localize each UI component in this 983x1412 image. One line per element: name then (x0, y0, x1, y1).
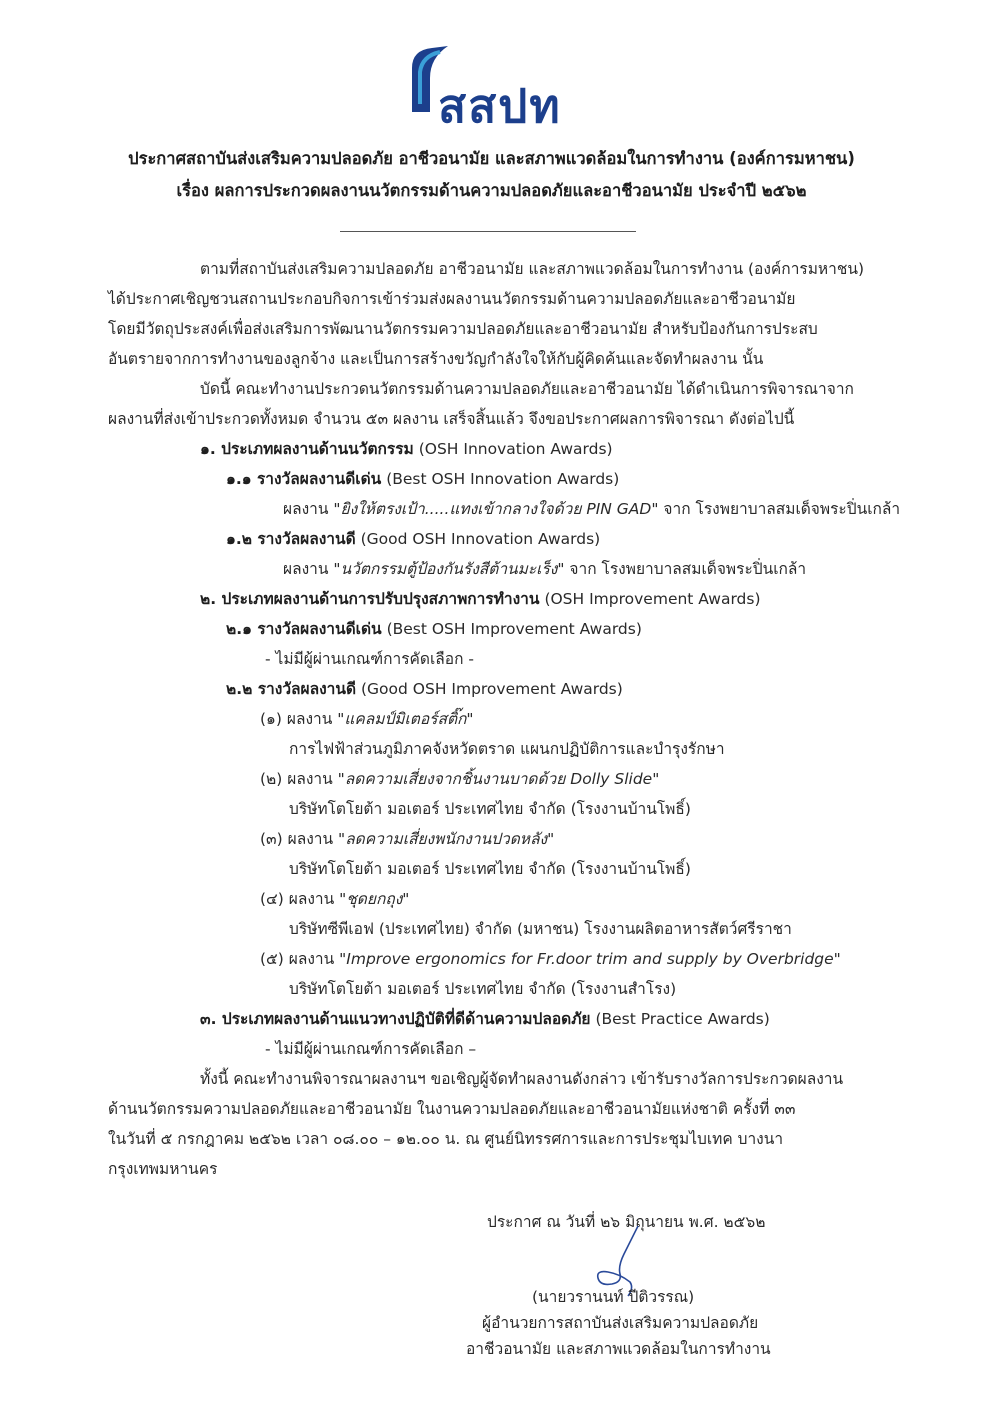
section-1-title: ๑. ประเภทผลงานด้านนวัตกรรม (200, 440, 414, 458)
award-2-2-heading (226, 676, 623, 701)
award-1-2-title-en: (Good OSH Innovation Awards) (360, 530, 601, 548)
item-work-title: "ลดความเสี่ยงพนักงานปวดหลัง" (338, 830, 555, 848)
header-divider (340, 231, 636, 232)
award-2-1-heading (226, 616, 642, 641)
award-2-2-item-3 (260, 826, 554, 851)
closing-line-3: ในวันที่ ๕ กรกฎาคม ๒๕๖๒ เวลา ๐๘.๐๐ – ๑๒.๐๐ น. ณ ศูนย์นิทรรศการและการประชุมไบเทค บางนา (108, 1130, 784, 1148)
award-2-2-item-4-org: บริษัทซีพีเอฟ (ประเทศไทย) จำกัด (มหาชน) โรงงานผลิตอาหารสัตว์ศรีราชา (289, 920, 792, 938)
item-prefix: (๔) ผลงาน (260, 890, 335, 908)
award-2-2-item-1 (260, 706, 474, 731)
closing-line-2: ด้านนวัตกรรมความปลอดภัยและอาชีวอนามัย ในงานความปลอดภัยและอาชีวอนามัยแห่งชาติ ครั้งที่ ๓๓ (108, 1100, 796, 1118)
award-2-2-title-en: (Good OSH Improvement Awards) (360, 680, 623, 698)
intro-line-2: ได้ประกาศเชิญชวนสถานประกอบกิจการเข้าร่วมส่งผลงานนวัตกรรมด้านความปลอดภัยและอาชีวอนามัย (108, 290, 796, 308)
intro-line-5: บัดนี้ คณะทำงานประกวดนวัตกรรมด้านความปลอดภัยและอาชีวอนามัย ได้ดำเนินการพิจารณาจาก (200, 380, 854, 398)
entry-work-title: "ยิงให้ตรงเป้า.....แทงเข้ากลางใจด้วย PIN GAD" (333, 500, 659, 518)
award-1-1-title: ๑.๑ รางวัลผลงานดีเด่น (226, 470, 382, 488)
logo-text: สสปท (438, 79, 562, 133)
award-2-2-item-1-org: การไฟฟ้าส่วนภูมิภาคจังหวัดตราด แผนกปฏิบัติการและบำรุงรักษา (289, 740, 725, 758)
award-1-1-entry (283, 496, 900, 521)
award-2-2-item-5 (260, 946, 841, 971)
section-1-title-en: (OSH Innovation Awards) (418, 440, 613, 458)
signatory-title-2: อาชีวอนามัย และสภาพแวดล้อมในการทำงาน (466, 1340, 771, 1358)
award-2-1-none: - ไม่มีผู้ผ่านเกณฑ์การคัดเลือก - (265, 650, 475, 668)
signatory-name: (นายวรานนท์ ปีติวรรณ) (532, 1288, 695, 1306)
item-prefix: (๓) ผลงาน (260, 830, 334, 848)
item-prefix: (๑) ผลงาน (260, 710, 333, 728)
entry-organization: จาก โรงพยาบาลสมเด็จพระปิ่นเกล้า (569, 560, 807, 578)
entry-organization: จาก โรงพยาบาลสมเด็จพระปิ่นเกล้า (663, 500, 901, 518)
entry-work-title: "นวัตกรรมตู้ป้องกันรังสีต้านมะเร็ง" (333, 560, 565, 578)
item-work-title: "ลดความเสี่ยงจากชิ้นงานบาดด้วย Dolly Slide" (337, 770, 660, 788)
announcement-title: ประกาศสถาบันส่งเสริมความปลอดภัย อาชีวอนามัย และสภาพแวดล้อมในการทำงาน (องค์การมหาชน) (128, 149, 855, 168)
entry-prefix: ผลงาน (283, 560, 329, 578)
announcement-subject: เรื่อง ผลการประกวดผลงานนวัตกรรมด้านความปลอดภัยและอาชีวอนามัย ประจำปี ๒๕๖๒ (176, 181, 807, 200)
signatory-title-1: ผู้อำนวยการสถาบันส่งเสริมความปลอดภัย (482, 1314, 759, 1332)
award-1-1-heading (226, 466, 619, 491)
closing-line-1: ทั้งนี้ คณะทำงานพิจารณาผลงานฯ ขอเชิญผู้จัดทำผลงานดังกล่าว เข้ารับรางวัลการประกวดผลงาน (200, 1070, 844, 1088)
award-2-2-item-2-org: บริษัทโตโยต้า มอเตอร์ ประเทศไทย จำกัด (โรงงานบ้านโพธิ์) (289, 800, 691, 818)
award-1-2-title: ๑.๒ รางวัลผลงานดี (226, 530, 356, 548)
item-work-title: "แคลมป์มิเตอร์สติ๊ก" (337, 710, 474, 728)
award-2-2-title: ๒.๒ รางวัลผลงานดี (226, 680, 357, 698)
intro-line-6: ผลงานที่ส่งเข้าประกวดทั้งหมด จำนวน ๕๓ ผลงาน เสร็จสิ้นแล้ว จึงขอประกาศผลการพิจารณา ดังต่อไปนี้ (108, 410, 795, 428)
award-2-1-title: ๒.๑ รางวัลผลงานดีเด่น (226, 620, 382, 638)
award-2-2-item-5-org: บริษัทโตโยต้า มอเตอร์ ประเทศไทย จำกัด (โรงงานสำโรง) (289, 980, 677, 998)
intro-line-1: ตามที่สถาบันส่งเสริมความปลอดภัย อาชีวอนามัย และสภาพแวดล้อมในการทำงาน (องค์การมหาชน) (200, 260, 865, 278)
entry-prefix: ผลงาน (283, 500, 329, 518)
award-1-2-entry (283, 556, 806, 581)
award-2-1-title-en: (Best OSH Improvement Awards) (386, 620, 642, 638)
item-work-title: "Improve ergonomics for Fr.door trim and supply by Overbridge" (339, 950, 841, 968)
section-2-heading (200, 586, 761, 611)
item-work-title: "ชุดยกถุง" (339, 890, 410, 908)
announcement-date: ประกาศ ณ วันที่ ๒๖ มิถุนายน พ.ศ. ๒๕๖๒ (487, 1213, 766, 1231)
award-1-1-title-en: (Best OSH Innovation Awards) (386, 470, 620, 488)
section-3-title-en: (Best Practice Awards) (595, 1010, 770, 1028)
item-prefix: (๕) ผลงาน (260, 950, 335, 968)
award-2-2-item-2 (260, 766, 659, 791)
section-3-title: ๓. ประเภทผลงานด้านแนวทางปฏิบัติที่ดีด้านความปลอดภัย (200, 1010, 591, 1028)
closing-line-4: กรุงเทพมหานคร (108, 1160, 218, 1178)
section-1-heading (200, 436, 613, 461)
section-2-title-en: (OSH Improvement Awards) (544, 590, 761, 608)
section-3-none: - ไม่มีผู้ผ่านเกณฑ์การคัดเลือก – (265, 1040, 477, 1058)
award-1-2-heading (226, 526, 600, 551)
award-2-2-item-4 (260, 886, 409, 911)
intro-line-3: โดยมีวัตถุประสงค์เพื่อส่งเสริมการพัฒนานวัตกรรมความปลอดภัยและอาชีวอนามัย สำหรับป้องกันการประสบ (108, 320, 818, 338)
item-prefix: (๒) ผลงาน (260, 770, 333, 788)
award-2-2-item-3-org: บริษัทโตโยต้า มอเตอร์ ประเทศไทย จำกัด (โรงงานบ้านโพธิ์) (289, 860, 691, 878)
section-2-title: ๒. ประเภทผลงานด้านการปรับปรุงสภาพการทำงาน (200, 590, 540, 608)
intro-line-4: อันตรายจากการทำงานของลูกจ้าง และเป็นการสร้างขวัญกำลังใจให้กับผู้คิดค้นและจัดทำผลงาน นั้น (108, 350, 764, 368)
section-3-heading (200, 1006, 770, 1031)
